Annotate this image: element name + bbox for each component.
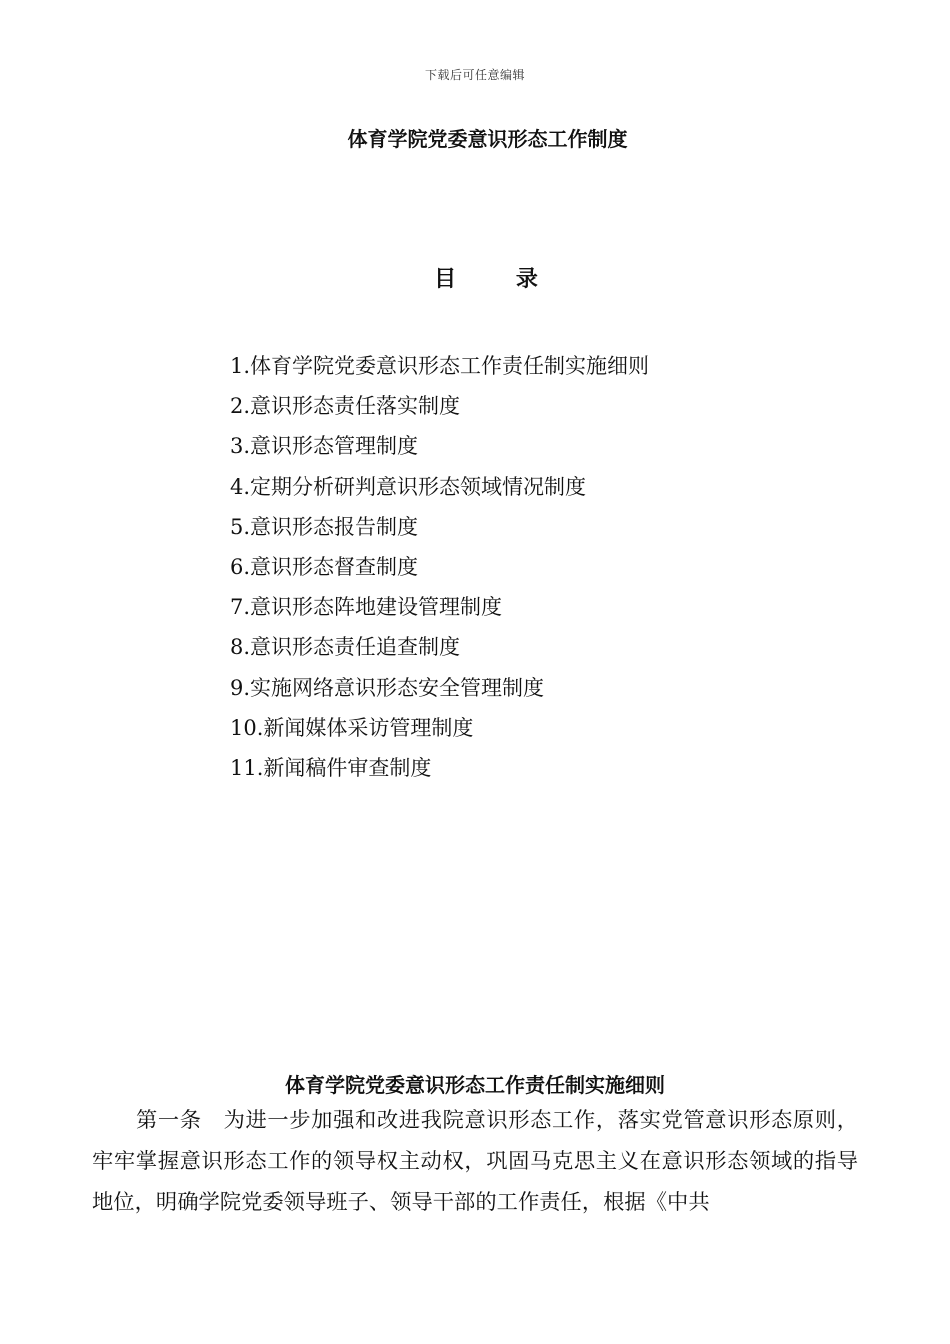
section-title: 体育学院党委意识形态工作责任制实施细则 xyxy=(285,1073,665,1097)
toc-item: 1.体育学院党委意识形态工作责任制实施细则 xyxy=(230,354,650,378)
toc-item: 4.定期分析研判意识形态领域情况制度 xyxy=(230,474,587,499)
toc-item: 8.意识形态责任追查制度 xyxy=(230,635,461,660)
header-note: 下载后可任意编辑 xyxy=(424,68,525,82)
toc-item: 11.新闻稿件审查制度 xyxy=(230,755,432,780)
toc-list xyxy=(230,349,649,791)
toc-item: 3.意识形态管理制度 xyxy=(230,434,419,459)
toc-item: 10.新闻媒体采访管理制度 xyxy=(230,715,474,740)
toc-item: 7.意识形态阵地建设管理制度 xyxy=(230,595,503,620)
body-paragraph: 第一条 为进一步加强和改进我院意识形态工作，落实党管意识形态原则，牢牢掌握意识形态工作的领导权主动权，巩固马克思主义在意识形态领域的指导地位，明确学院党委领导班子、领导干部的工作责任，根据《中共 xyxy=(92,1108,858,1215)
toc-item: 9.实施网络意识形态安全管理制度 xyxy=(230,675,545,700)
toc-item: 5.意识形态报告制度 xyxy=(230,514,419,539)
document-title: 体育学院党委意识形态工作制度 xyxy=(347,127,628,151)
toc-heading: 目 录 xyxy=(434,267,564,292)
toc-item: 2.意识形态责任落实制度 xyxy=(230,394,461,419)
toc-item: 6.意识形态督查制度 xyxy=(230,554,419,579)
